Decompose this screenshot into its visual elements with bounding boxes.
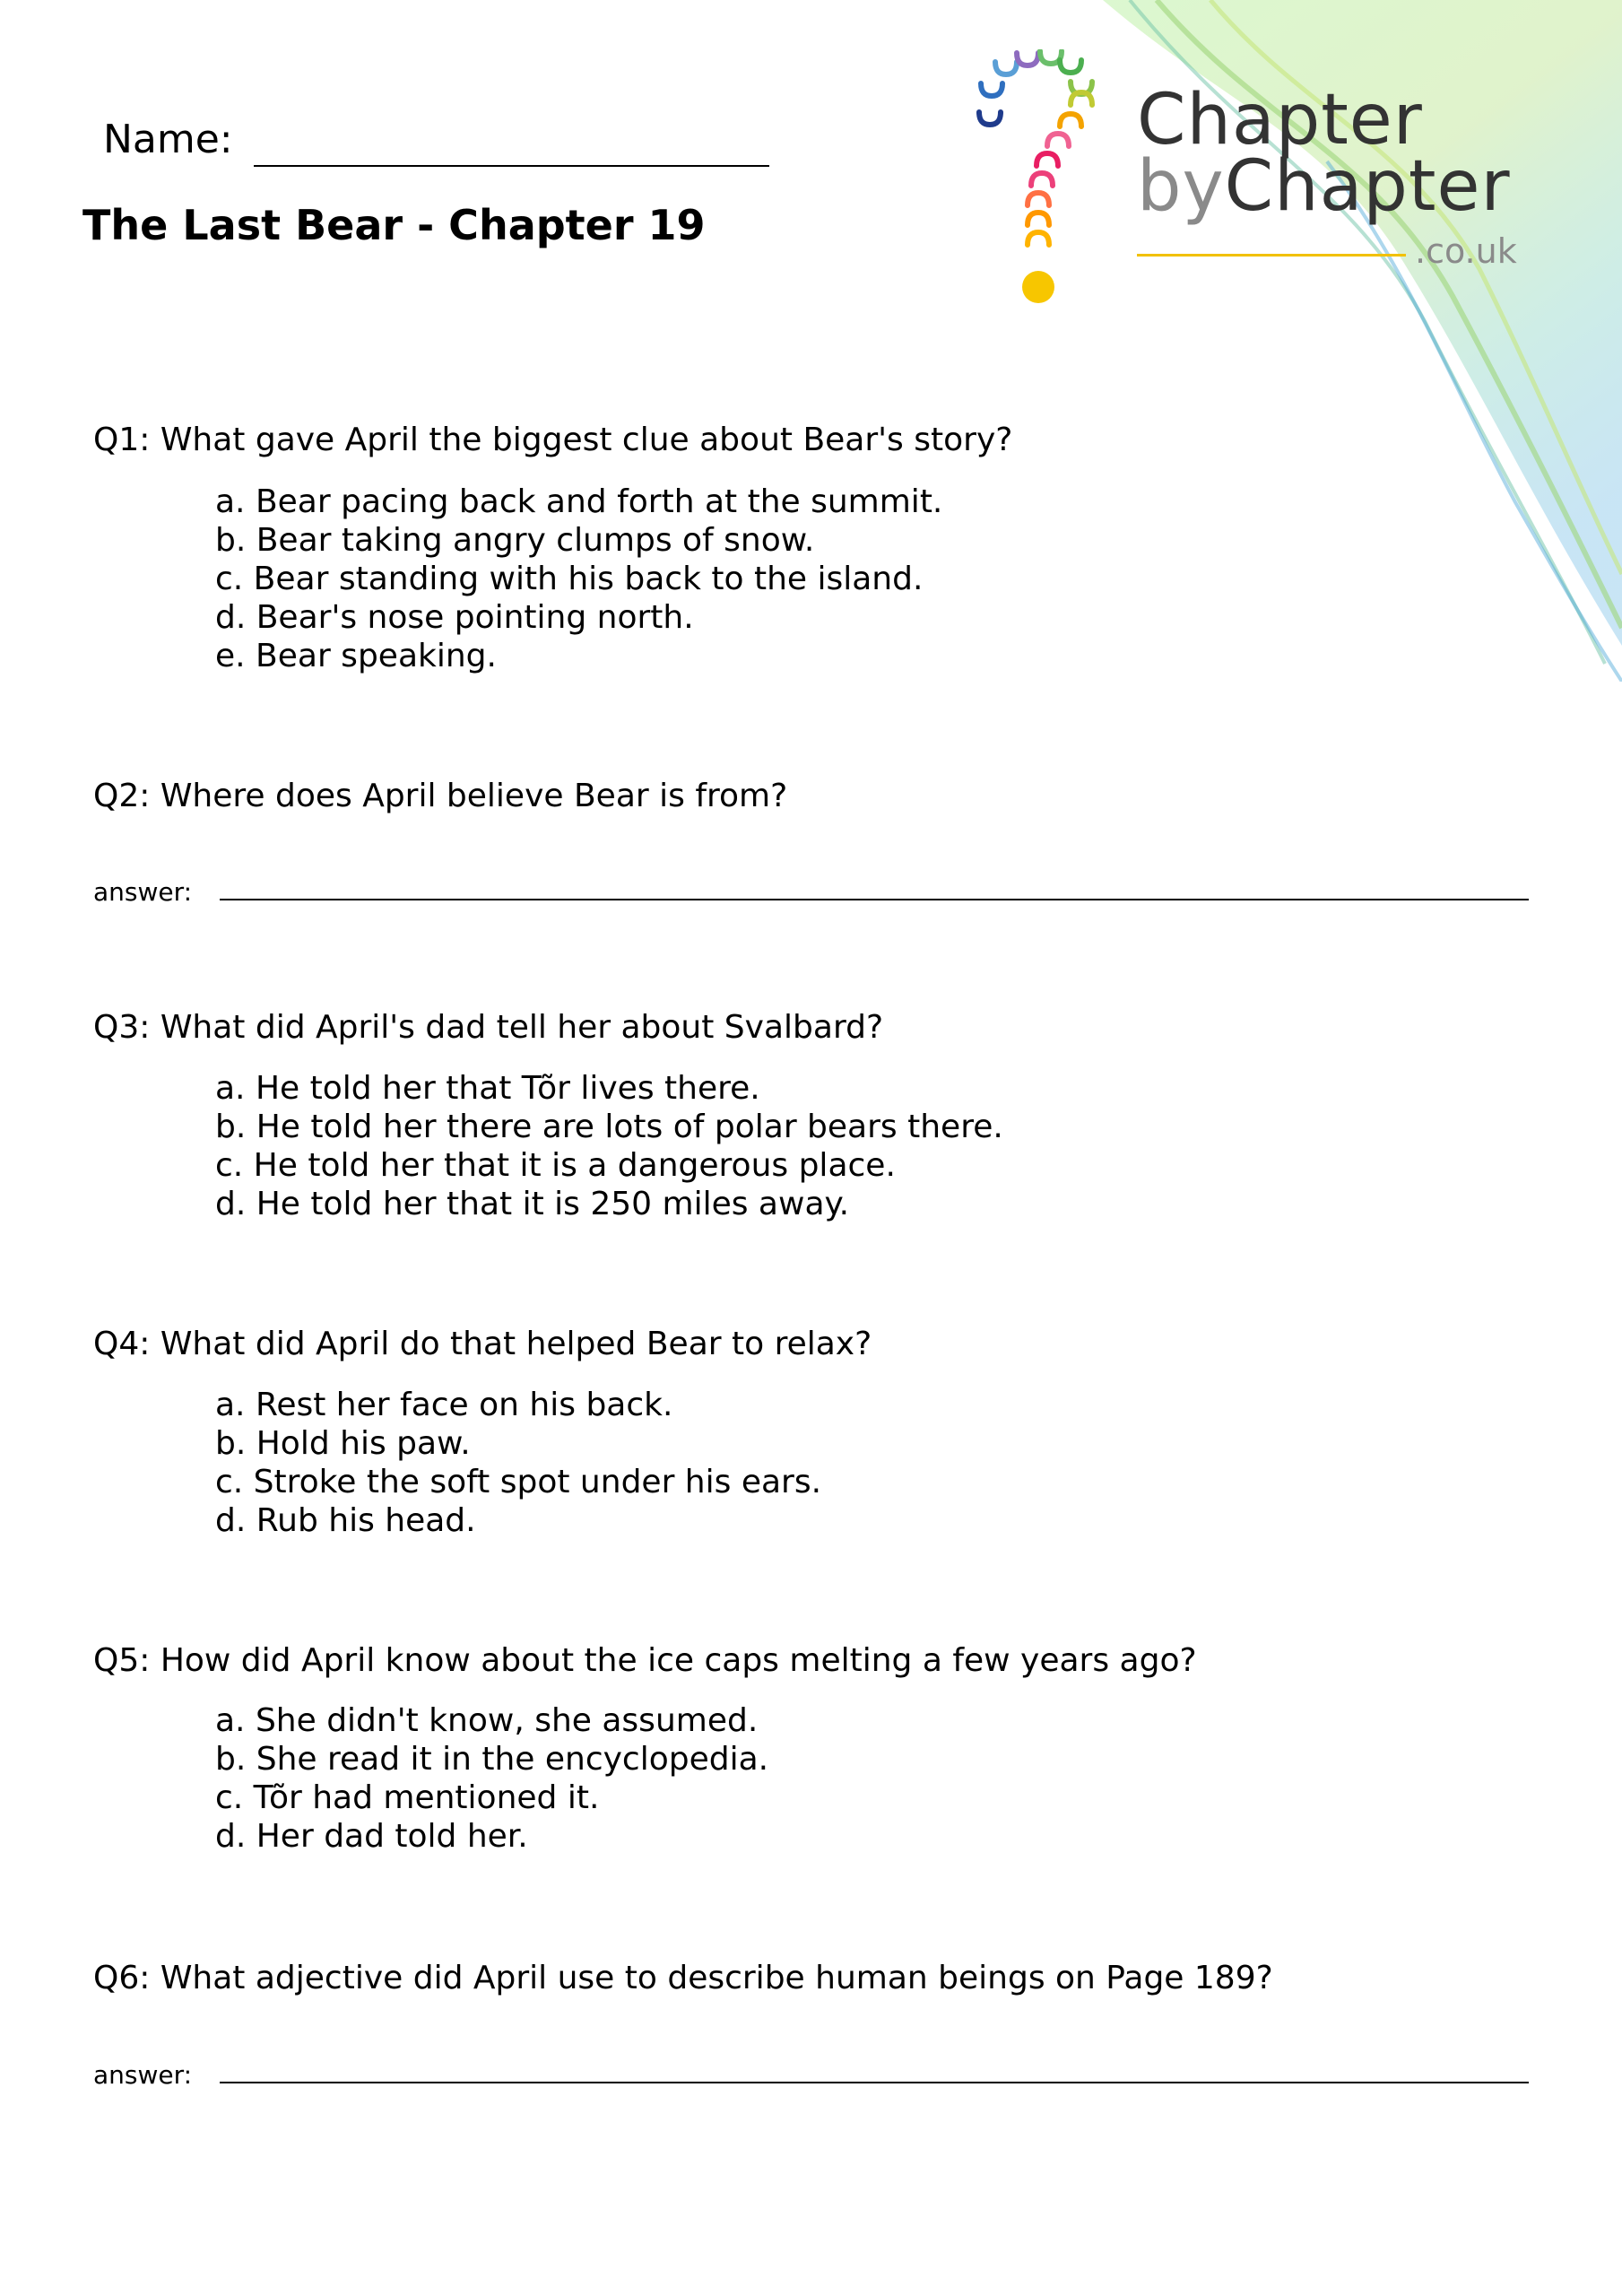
logo-line2 (1137, 146, 1511, 227)
question-6: Q6: What adjective did April use to describe human beings on Page 189? (93, 1960, 1273, 1996)
question-3: Q3: What did April's dad tell her about Svalbard? (93, 1009, 884, 1046)
logo-by: by (1137, 146, 1225, 227)
question-2-answer-line[interactable] (220, 899, 1529, 900)
name-label: Name: (103, 117, 233, 162)
question-3-option-c[interactable]: c. He told her that it is a dangerous place. (215, 1147, 896, 1184)
logo-line1: Chapter (1137, 80, 1423, 161)
question-5-options (215, 1701, 768, 1856)
question-4-option-c[interactable]: c. Stroke the soft spot under his ears. (215, 1464, 822, 1500)
question-6-answer-line[interactable] (220, 2082, 1529, 2083)
question-1-option-e[interactable]: e. Bear speaking. (215, 638, 497, 674)
question-2: Q2: Where does April believe Bear is from? (93, 778, 788, 814)
question-3-options (215, 1069, 1003, 1223)
question-4-option-d[interactable]: d. Rub his head. (215, 1502, 476, 1539)
question-5-option-c[interactable]: c. Tõr had mentioned it. (215, 1779, 600, 1816)
question-1-option-d[interactable]: d. Bear's nose pointing north. (215, 599, 694, 636)
question-4-option-a[interactable]: a. Rest her face on his back. (215, 1387, 673, 1423)
page-title: The Last Bear - Chapter 19 (82, 201, 706, 249)
question-4-options (215, 1386, 821, 1540)
logo-domain: .co.uk (1415, 231, 1517, 271)
question-5-option-b[interactable]: b. She read it in the encyclopedia. (215, 1741, 769, 1778)
question-4-option-b[interactable]: b. Hold his paw. (215, 1425, 471, 1462)
question-6-answer-label: answer: (93, 2060, 193, 2090)
question-5-option-a[interactable]: a. She didn't know, she assumed. (215, 1702, 759, 1739)
question-3-option-a[interactable]: a. He told her that Tõr lives there. (215, 1070, 760, 1107)
question-1-option-a[interactable]: a. Bear pacing back and forth at the summit. (215, 483, 943, 520)
question-1-option-c[interactable]: c. Bear standing with his back to the island. (215, 561, 924, 597)
question-5-option-d[interactable]: d. Her dad told her. (215, 1818, 528, 1855)
question-3-option-d[interactable]: d. He told her that it is 250 miles away. (215, 1186, 850, 1222)
question-1: Q1: What gave April the biggest clue about Bear's story? (93, 422, 1013, 458)
question-1-options (215, 483, 942, 675)
question-2-answer-label: answer: (93, 877, 193, 907)
question-4: Q4: What did April do that helped Bear to relax? (93, 1326, 872, 1362)
name-write-line[interactable] (254, 165, 769, 167)
question-5: Q5: How did April know about the ice caps melting a few years ago? (93, 1642, 1197, 1679)
logo-chapter: Chapter (1224, 146, 1511, 227)
logo-underline (1137, 254, 1406, 257)
question-1-option-b[interactable]: b. Bear taking angry clumps of snow. (215, 522, 815, 559)
question-3-option-b[interactable]: b. He told her there are lots of polar bears there. (215, 1109, 1003, 1145)
logo-wordmark (1137, 80, 1511, 227)
